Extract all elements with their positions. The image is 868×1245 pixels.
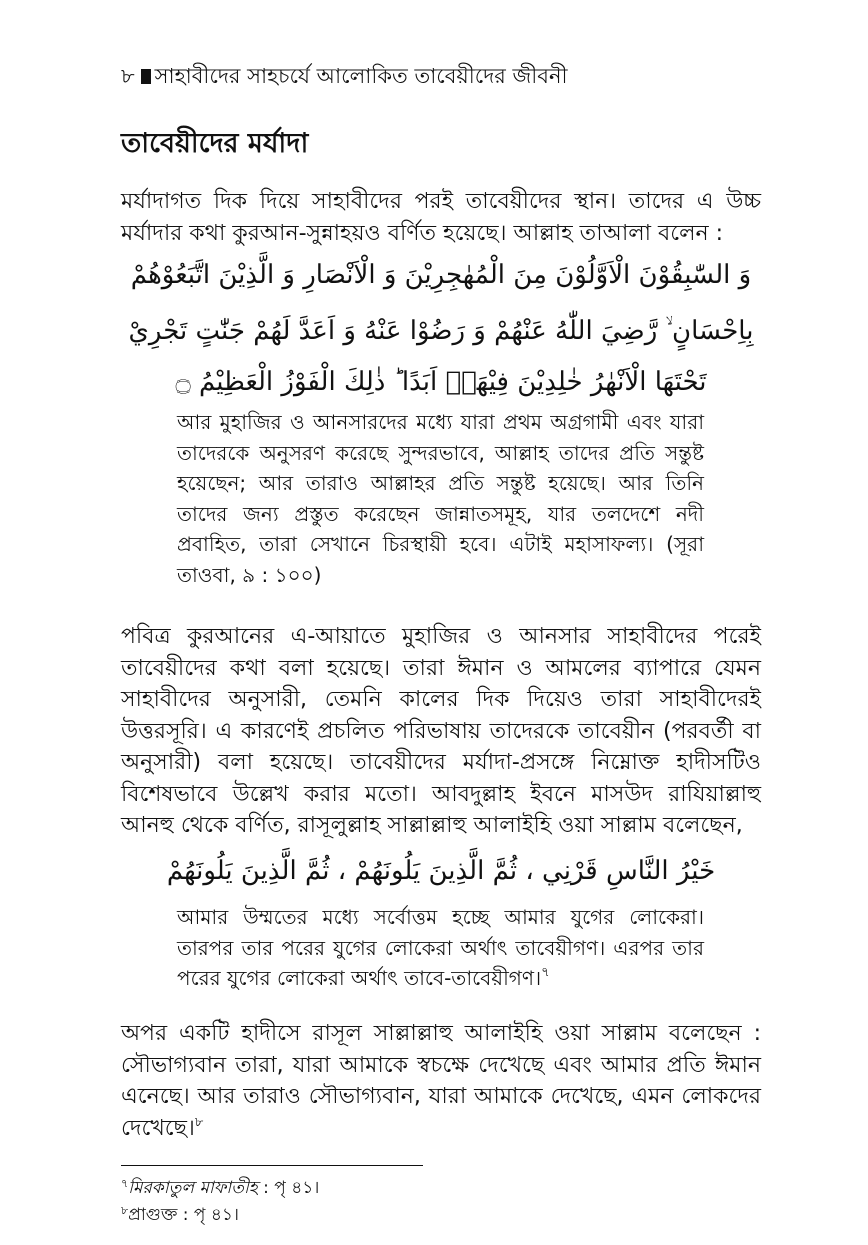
arabic-hadith: خَيْرُ النَّاسِ قَرْنِي ، ثُمَّ الَّذِينَ يَلُونَهُمْ ، ثُمَّ الَّذِينَ يَلُونَهُمْ <box>166 856 716 886</box>
running-header <box>121 62 761 90</box>
arabic-verse-line-3: تَحْتَهَا الْاَنْهٰرُ خٰلِدِيْنَ فِيْهَاۤ اَبَدًا ؕ ذٰلِكَ الْفَوْزُ الْعَظِيْمُ ۝ <box>175 367 707 397</box>
footnote-divider <box>121 1165 423 1166</box>
footnote-source: মিরকাতুল মাফাতীহ <box>128 1178 258 1198</box>
footnote-ref-8: ৮ <box>194 1114 204 1130</box>
section-title: তাবেয়ীদের মর্যাদা <box>121 128 309 159</box>
verse-translation: আর মুহাজির ও আনসারদের মধ্যে যারা প্রথম অগ্রগামী এবং যারা তাদেরকে অনুসরণ করেছে সুন্দরভাবে, আল্লাহ তাদের প্রতি সন্তুষ্ট হয়েছেন; আর তারাও আল্লাহর প্রতি সন্তুষ্ট হয়েছে। আর তিনি তাদের জন্য প্রস্তুত করেছেন জান্নাতসমূহ, যার তলদেশে নদী প্রবাহিত, তারা সেখানে চিরস্থায়ী হবে। এটাই মহাসাফল্য। (সূরা তাওবা, ৯ : ১০০) <box>177 410 704 587</box>
book-title: সাহাবীদের সাহচর্যে আলোকিত তাবেয়ীদের জীবনী <box>154 64 568 88</box>
footnote-page: : পৃ ৪১। <box>177 1205 239 1225</box>
footnote-number: ৭ <box>121 1177 129 1190</box>
paragraph-explanation: পবিত্র কুরআনের এ-আয়াতে মুহাজির ও আনসার সাহাবীদের পরেই তাবেয়ীদের কথা বলা হয়েছে। তারা ঈমান ও আমলের ব্যাপারে যেমন সাহাবীদের অনুসারী, তেমনি কালের দিক দিয়েও তারা সাহাবীদেরই উত্তরসূরি। এ কারণেই প্রচলিত পরিভাষায় তাদেরকে তাবেয়ীন (পরবর্তী বা অনুসারী) বলা হয়েছে। তাবেয়ীদের মর্যাদা-প্রসঙ্গে নিম্নোক্ত হাদীসটিও বিশেষভাবে উল্লেখ করার মতো। আবদুল্লাহ ইবনে মাসউদ রাযিয়াল্লাহু আনহু থেকে বর্ণিত, রাসূলুল্লাহ সাল্লাল্লাহু আলাইহি ওয়া সাল্লাম বলেছেন, <box>121 624 761 838</box>
paragraph-second-hadith <box>121 1018 761 1144</box>
second-hadith-text: অপর একটি হাদীসে রাসূল সাল্লাল্লাহু আলাইহি ওয়া সাল্লাম বলেছেন : সৌভাগ্যবান তারা, যারা আমাকে স্বচক্ষে দেখেছে এবং আমার প্রতি ঈমান এনেছে। আর তারাও সৌভাগ্যবান, যারা আমাকে দেখেছে, এমন লোকদের দেখেছে। <box>121 1021 761 1141</box>
square-bullet-icon <box>141 69 151 84</box>
footnote-page: : পৃ ৪১। <box>257 1178 320 1198</box>
arabic-verse-line-1: وَ السّٰبِقُوْنَ الْاَوَّلُوْنَ مِنَ الْمُهٰجِرِيْنَ وَ الْاَنْصَارِ وَ الَّذِيْنَ اتَّبَعُوْهُمْ <box>130 260 752 290</box>
paragraph-intro: মর্যাদাগত দিক দিয়ে সাহাবীদের পরই তাবেয়ীদের স্থান। তাদের এ উচ্চ মর্যাদার কথা কুরআন-সুন্নাহয়ও বর্ণিত হয়েছে। আল্লাহ তাআলা বলেন : <box>121 189 761 246</box>
footnote-7 <box>121 1176 319 1200</box>
hadith-translation-text: আমার উম্মতের মধ্যে সর্বোত্তম হচ্ছে আমার যুগের লোকেরা। তারপর তার পরের যুগের লোকেরা অর্থাৎ তাবেয়ীগণ। এরপর তার পরের যুগের লোকেরা অর্থাৎ তাবে-তাবেয়ীগণ। <box>177 905 704 990</box>
hadith-translation <box>177 902 704 994</box>
footnote-8 <box>121 1203 239 1227</box>
footnote-source: প্রাগুক্ত <box>128 1205 178 1225</box>
footnote-number: ৮ <box>121 1204 129 1217</box>
arabic-verse-line-2: بِاِحْسَانٍ ۙ رَّضِيَ اللّٰهُ عَنْهُمْ وَ رَضُوْا عَنْهُ وَ اَعَدَّ لَهُمْ جَنّٰتٍ تَجْرِيْ <box>128 316 754 346</box>
page-number: ৮ <box>121 64 135 88</box>
footnote-ref-7: ৭ <box>541 965 550 980</box>
